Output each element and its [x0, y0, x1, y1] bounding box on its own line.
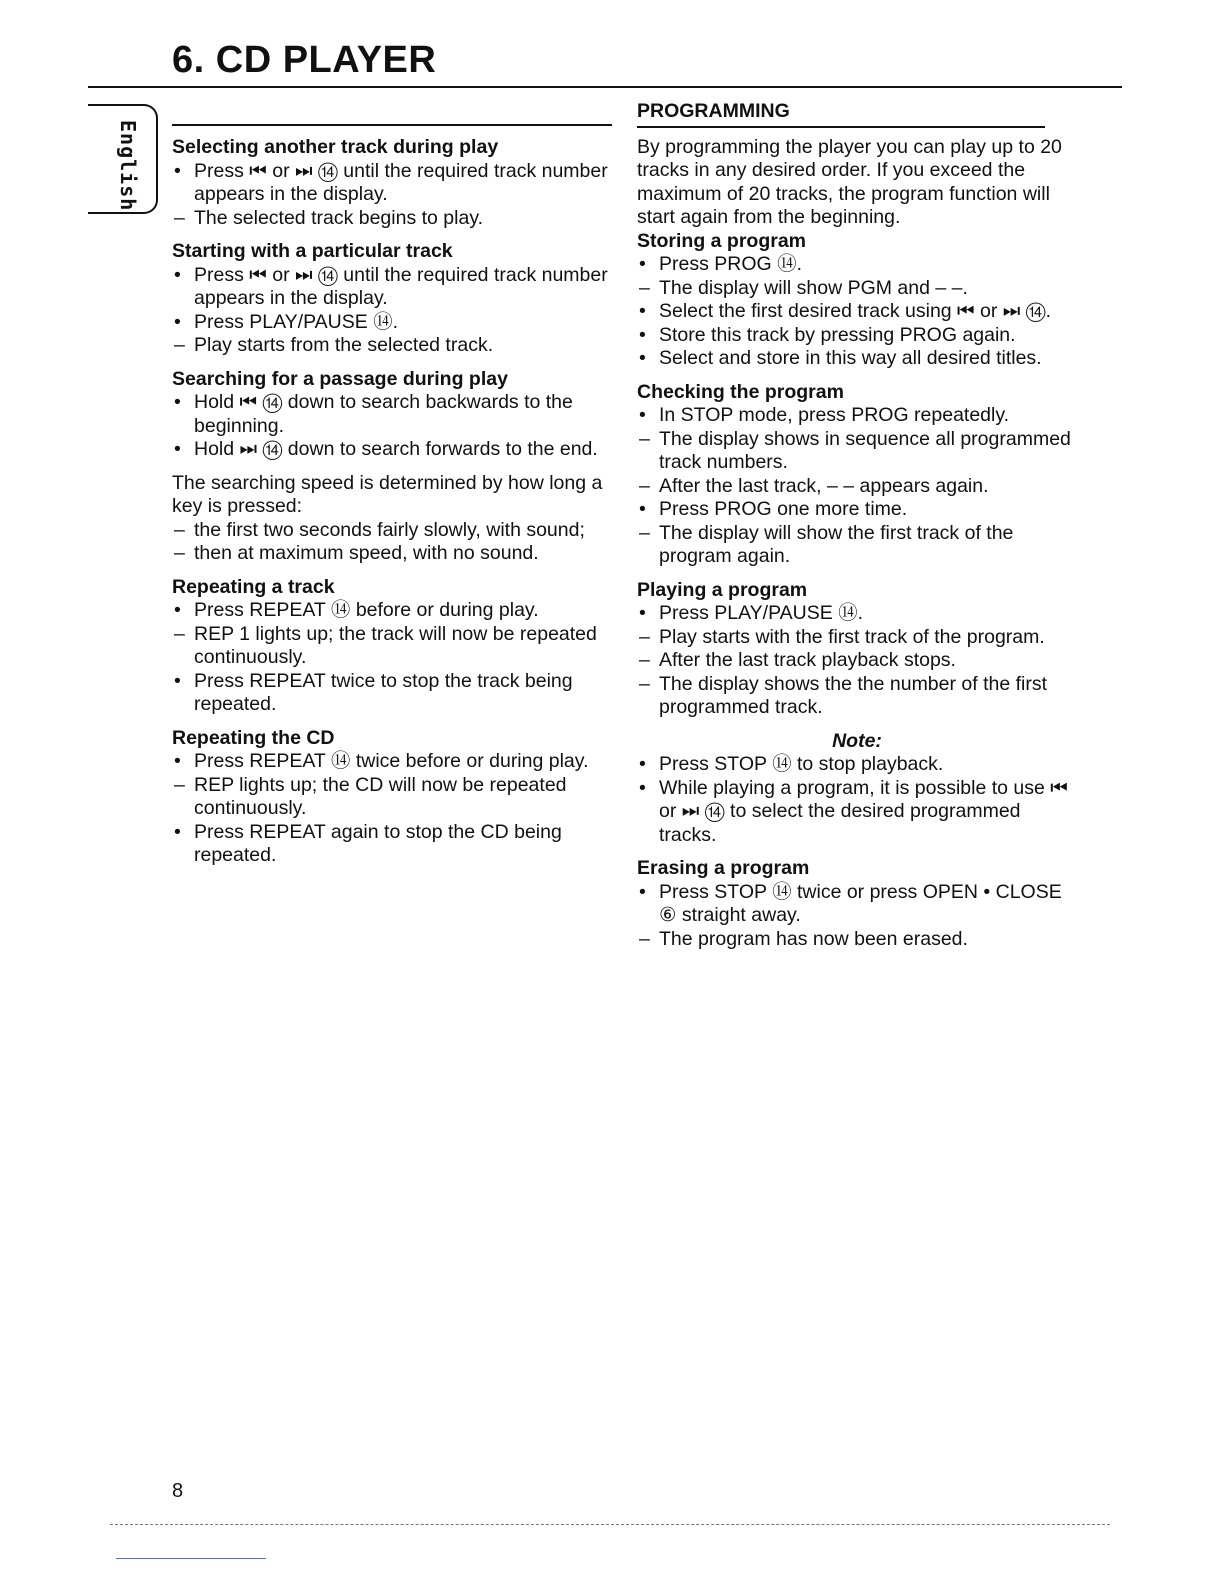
list-item	[637, 253, 1077, 277]
list-item	[637, 277, 1077, 301]
section	[637, 857, 1077, 951]
section	[637, 730, 1077, 848]
note-heading: Note:	[832, 729, 882, 752]
bullet-marker: •	[174, 438, 181, 460]
list-item-text: Press REPEAT ⑭ twice before or during play.	[194, 750, 589, 772]
programming-intro: By programming the player you can play up to 20 tracks in any desired order. If you exceed the maximum of 20 tracks, the program function will start again from the beginning.	[637, 135, 1062, 228]
list-item	[637, 404, 1077, 428]
section	[172, 240, 612, 358]
list-item-text: Hold ⏭ ⑭ down to search forwards to the end.	[194, 438, 598, 460]
bullet-marker: •	[639, 404, 646, 426]
list-item-text: Play starts with the first track of the program.	[659, 625, 1045, 648]
section-heading: Repeating the CD	[172, 726, 335, 749]
section-heading: Starting with a particular track	[172, 240, 453, 262]
list-item-text: The selected track begins to play.	[194, 206, 484, 229]
page-title: 6. CD PLAYER	[172, 39, 437, 81]
list-item	[172, 750, 612, 774]
list-item-text: Press ⏮ or ⏭ ⑭ until the required track number appears in the display.	[194, 263, 608, 309]
list-item-text: Select the first desired track using ⏮ or ⏭ ⑭.	[659, 300, 1052, 322]
section-paragraph: The searching speed is determined by how long a key is pressed:	[172, 471, 603, 517]
dash-marker: –	[174, 518, 185, 541]
list-item-text: Press PLAY/PAUSE ⑭.	[659, 602, 864, 624]
bullet-marker: •	[174, 820, 181, 843]
list-item	[637, 300, 1077, 324]
bullet-marker: •	[174, 310, 181, 333]
list-item-text: The display will show PGM and – –.	[659, 276, 968, 299]
section	[637, 230, 1077, 371]
bullet-marker: •	[174, 263, 181, 286]
left-sections	[172, 136, 612, 868]
list-item-text: While playing a program, it is possible to use ⏮ or ⏭ ⑭ to select the desired programmed tracks.	[659, 776, 1068, 846]
list-item-text: In STOP mode, press PROG repeatedly.	[659, 404, 1010, 426]
list-item-text: Press REPEAT twice to stop the track being repeated.	[194, 669, 573, 715]
bullet-marker: •	[174, 391, 181, 413]
list-item-text: the first two seconds fairly slowly, with sound;	[194, 518, 585, 541]
list-item-text: Store this track by pressing PROG again.	[659, 323, 1016, 346]
section-heading: Storing a program	[637, 229, 807, 252]
section	[172, 136, 612, 230]
list-item	[172, 334, 612, 358]
list-item	[637, 498, 1077, 522]
list-item-text: then at maximum speed, with no sound.	[194, 542, 539, 564]
dash-marker: –	[174, 334, 185, 356]
dash-marker: –	[639, 625, 650, 648]
list-item-text: Press REPEAT ⑭ before or during play.	[194, 599, 539, 621]
list-item	[172, 207, 612, 231]
dash-marker: –	[174, 542, 185, 564]
section-heading: Checking the program	[637, 380, 844, 403]
bullet-marker: •	[639, 347, 646, 369]
list-item	[172, 160, 612, 207]
list-item	[172, 774, 612, 821]
list-item-text: Press STOP ⑭ to stop playback.	[659, 753, 944, 775]
dash-marker: –	[639, 649, 650, 671]
bullet-marker: •	[639, 300, 646, 322]
list-item	[172, 542, 612, 566]
bullet-marker: •	[639, 602, 646, 624]
section	[172, 576, 612, 717]
list-item	[172, 391, 612, 438]
list-item	[172, 311, 612, 335]
list-item	[637, 602, 1077, 626]
list-item-text: REP 1 lights up; the track will now be repeated continuously.	[194, 622, 597, 668]
section	[637, 579, 1077, 720]
list-item-text: Press PROG one more time.	[659, 498, 908, 520]
section	[172, 368, 612, 462]
list-item	[637, 881, 1077, 928]
bullet-marker: •	[639, 253, 646, 275]
section	[637, 381, 1077, 569]
scan-artifact-line	[110, 1524, 1110, 1525]
bullet-marker: •	[639, 498, 646, 520]
bullet-marker: •	[639, 880, 646, 903]
list-item-text: Press STOP ⑭ twice or press OPEN • CLOSE ⑥ straight away.	[659, 880, 1062, 926]
bullet-marker: •	[174, 159, 181, 182]
list-item-text: Press PLAY/PAUSE ⑭.	[194, 310, 399, 333]
bullet-marker: •	[174, 599, 181, 621]
language-tab-label: English	[116, 120, 140, 212]
list-item-text: The display will show the first track of the program again.	[659, 521, 1014, 567]
section-heading: Erasing a program	[637, 857, 810, 879]
list-item-text: After the last track, – – appears again.	[659, 474, 989, 497]
list-item	[637, 324, 1077, 348]
list-item-text: Select and store in this way all desired titles.	[659, 347, 1042, 369]
bullet-marker: •	[639, 776, 646, 799]
list-item	[172, 438, 612, 462]
list-item	[172, 670, 612, 717]
list-item-text: Hold ⏮ ⑭ down to search backwards to the beginning.	[194, 391, 573, 437]
bullet-marker: •	[174, 669, 181, 692]
dash-marker: –	[174, 773, 185, 796]
list-item-text: The display shows in sequence all programmed track numbers.	[659, 427, 1071, 473]
list-item-text: After the last track playback stops.	[659, 649, 956, 671]
list-item-text: The program has now been erased.	[659, 927, 968, 950]
list-item	[637, 777, 1077, 848]
right-sections	[637, 230, 1077, 952]
programming-heading: PROGRAMMING	[637, 100, 1045, 128]
list-item	[637, 347, 1077, 371]
list-item-text: REP lights up; the CD will now be repeated continuously.	[194, 773, 567, 819]
bullet-marker: •	[174, 750, 181, 772]
right-column	[637, 100, 1077, 961]
dash-marker: –	[639, 474, 650, 497]
section	[172, 472, 612, 566]
list-item-text: Press PROG ⑭.	[659, 253, 803, 275]
section-heading: Repeating a track	[172, 575, 335, 598]
scan-artifact-line	[116, 1558, 266, 1559]
list-item	[637, 673, 1077, 720]
list-item	[172, 623, 612, 670]
section	[172, 727, 612, 868]
section-heading: Selecting another track during play	[172, 136, 499, 158]
list-item	[637, 522, 1077, 569]
dash-marker: –	[639, 276, 650, 299]
list-item	[172, 519, 612, 543]
dash-marker: –	[639, 672, 650, 695]
list-item	[637, 475, 1077, 499]
left-column	[172, 100, 612, 878]
list-item	[637, 649, 1077, 673]
list-item	[172, 821, 612, 868]
dash-marker: –	[174, 206, 185, 229]
title-rule	[88, 86, 1122, 88]
page-number: 8	[172, 1480, 184, 1502]
dash-marker: –	[639, 427, 650, 450]
list-item	[637, 928, 1077, 952]
list-item-text: Play starts from the selected track.	[194, 334, 494, 356]
left-column-rule	[172, 124, 612, 126]
dash-marker: –	[174, 622, 185, 645]
list-item-text: Press REPEAT again to stop the CD being repeated.	[194, 820, 562, 866]
list-item	[172, 264, 612, 311]
list-item	[637, 428, 1077, 475]
list-item	[637, 753, 1077, 777]
list-item	[172, 599, 612, 623]
dash-marker: –	[639, 927, 650, 950]
bullet-marker: •	[639, 323, 646, 346]
list-item-text: The display shows the the number of the first programmed track.	[659, 672, 1048, 718]
section-heading: Searching for a passage during play	[172, 367, 508, 390]
bullet-marker: •	[639, 753, 646, 775]
list-item	[637, 626, 1077, 650]
section-heading: Playing a program	[637, 578, 808, 601]
dash-marker: –	[639, 521, 650, 544]
list-item-text: Press ⏮ or ⏭ ⑭ until the required track number appears in the display.	[194, 159, 608, 205]
